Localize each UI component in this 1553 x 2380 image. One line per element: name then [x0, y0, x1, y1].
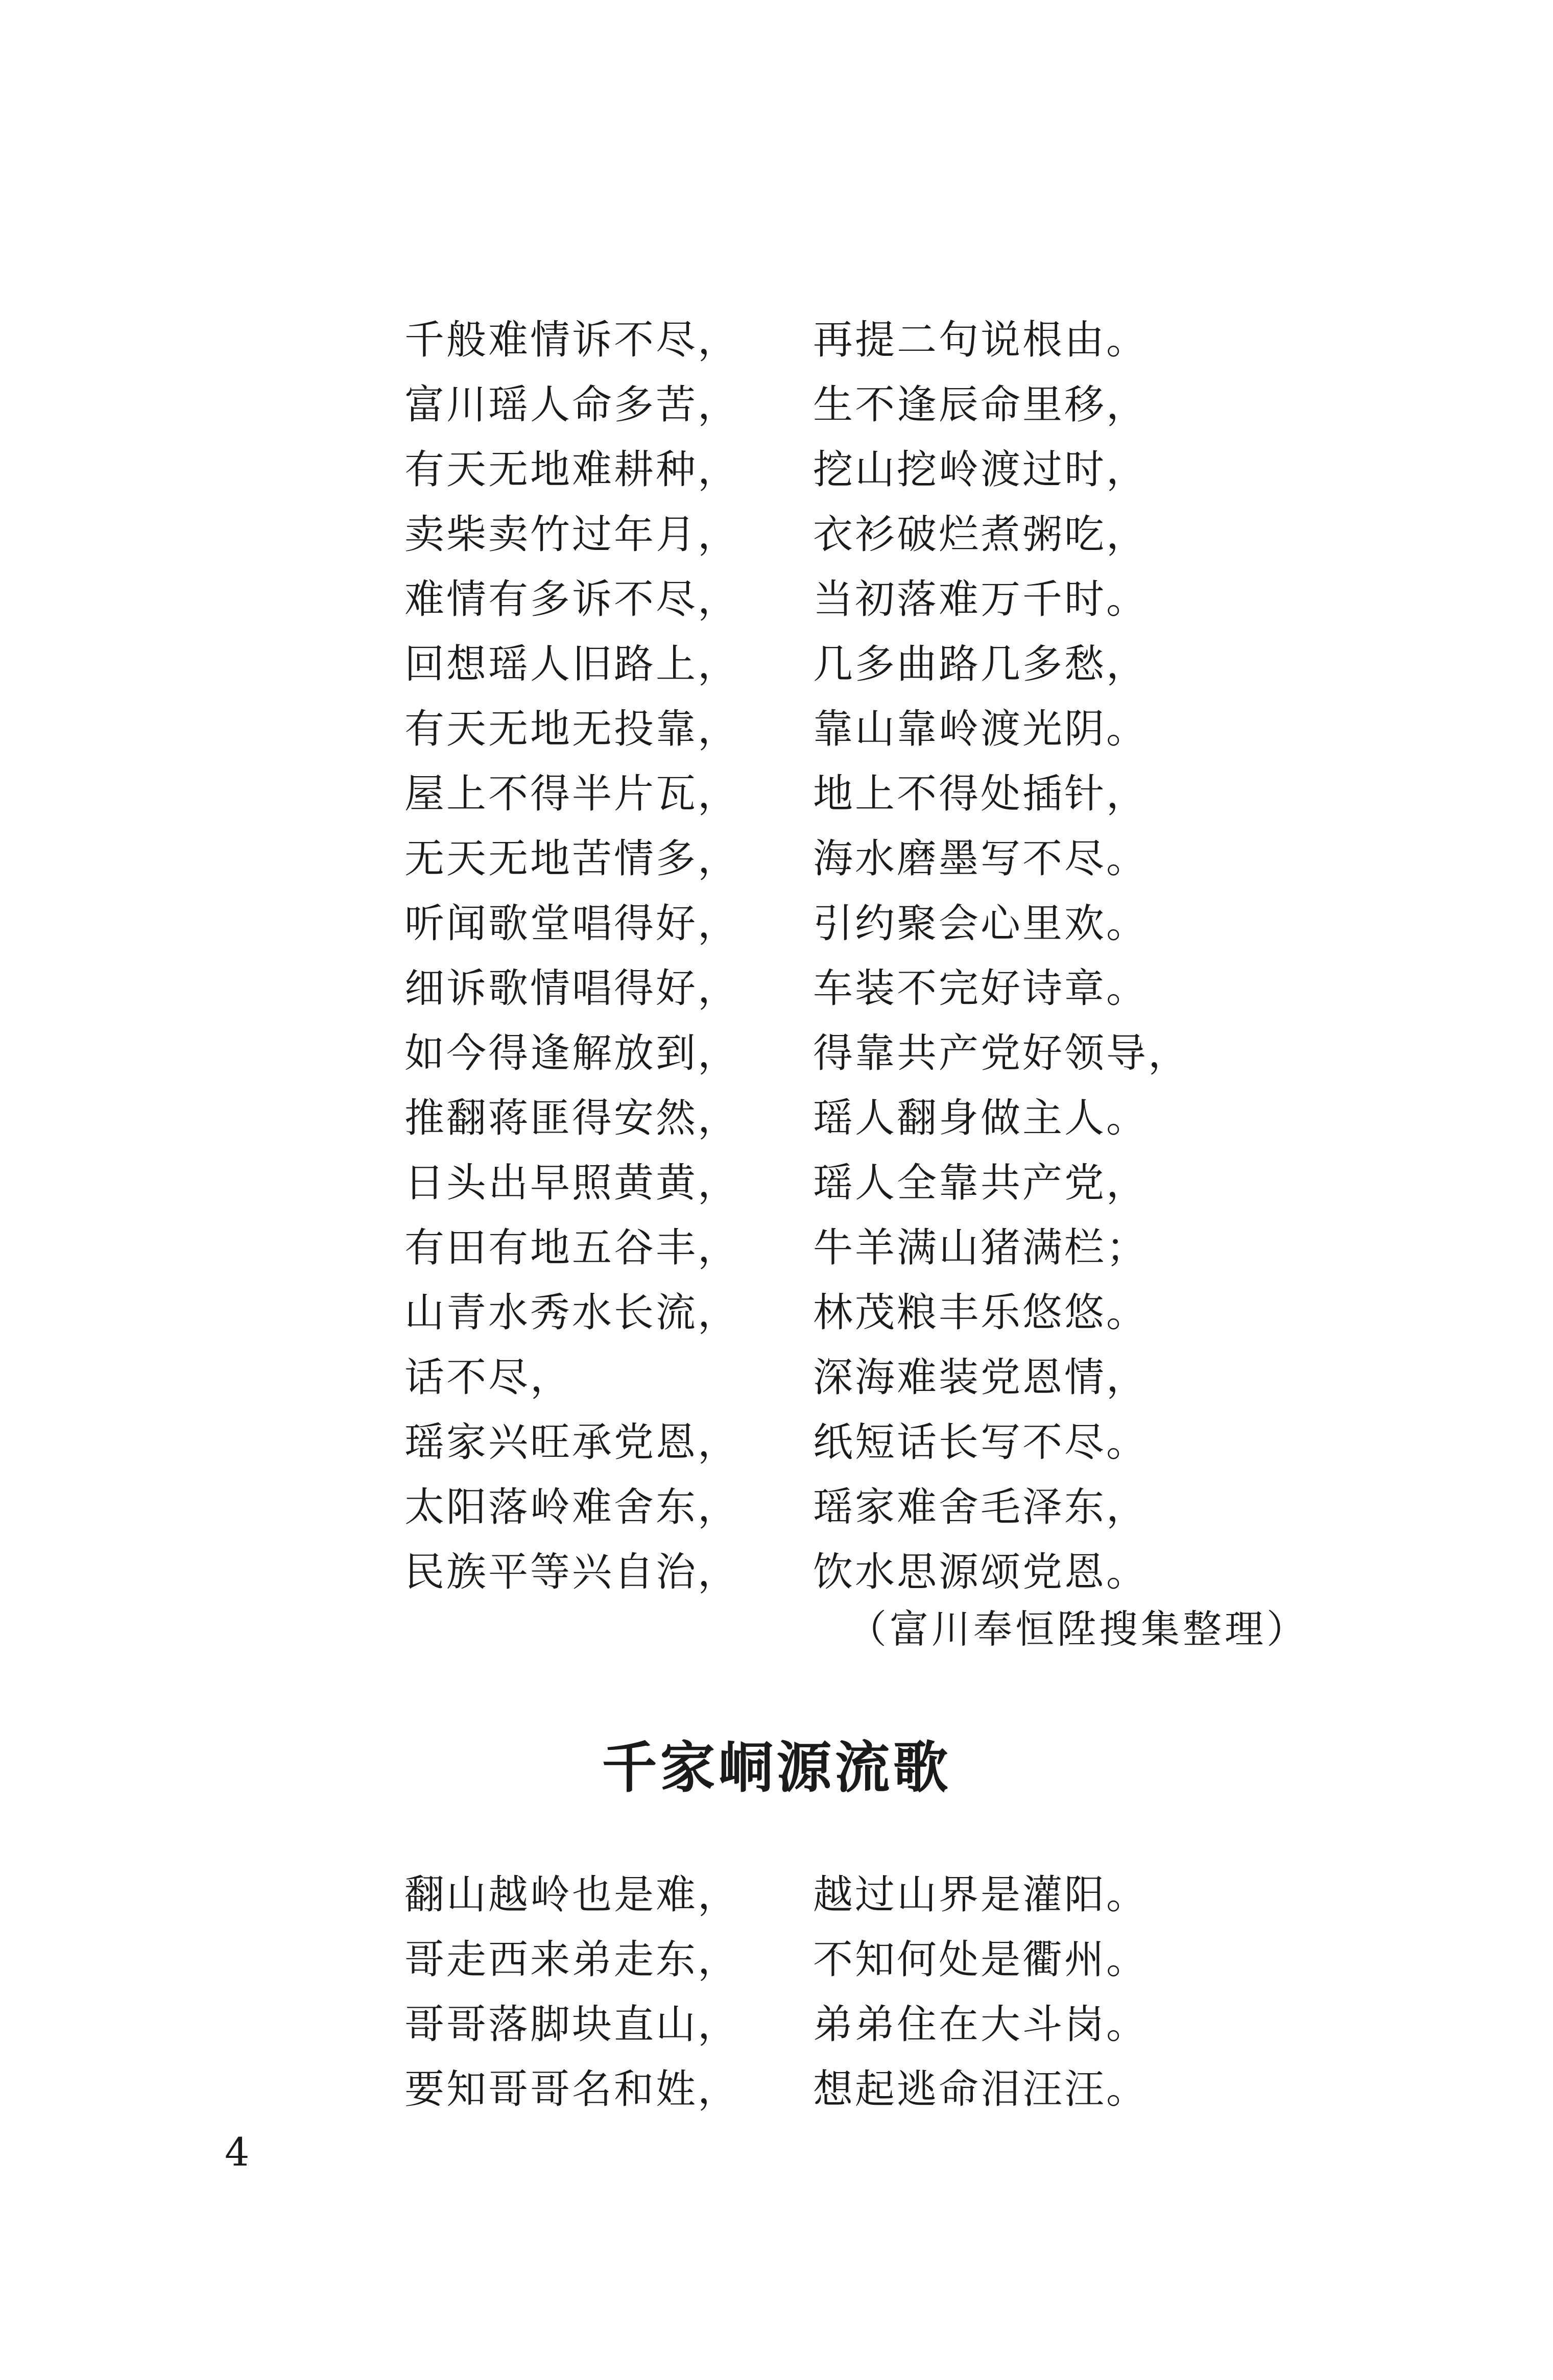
line-left: 太阳落岭难舍东， — [404, 1484, 740, 1530]
line-left: 如今得逢解放到， — [404, 1030, 740, 1076]
poem-line — [404, 628, 1324, 693]
poem-line — [404, 952, 1324, 1017]
line-right: 瑶家难舍毛泽东， — [813, 1484, 1149, 1530]
poem-top-section — [404, 304, 1324, 1601]
line-right: 饮水思源颂党恩。 — [813, 1549, 1149, 1595]
poem-line — [404, 1017, 1324, 1082]
poem-line — [404, 1341, 1324, 1406]
poem-line — [404, 1988, 1324, 2053]
line-left: 听闻歌堂唱得好， — [404, 900, 740, 947]
line-left: 日头出早照黄黄， — [404, 1160, 740, 1206]
line-left: 富川瑶人命多苦， — [404, 381, 740, 428]
line-right: 纸短话长写不尽。 — [813, 1419, 1149, 1465]
poem-line — [404, 758, 1324, 823]
line-right: 林茂粮丰乐悠悠。 — [813, 1289, 1149, 1336]
line-left: 哥哥落脚块直山， — [404, 2001, 740, 2048]
poem-line — [404, 369, 1324, 434]
line-left: 屋上不得半片瓦， — [404, 771, 740, 817]
line-left: 要知哥哥名和姓， — [404, 2066, 740, 2112]
line-right: 牛羊满山猪满栏； — [813, 1224, 1149, 1271]
poem-bottom-section — [404, 1859, 1324, 2118]
poem-line — [404, 1406, 1324, 1471]
line-left: 翻山越岭也是难， — [404, 1871, 740, 1918]
line-left: 有天无地无投靠， — [404, 706, 740, 752]
line-right: 衣衫破烂煮粥吃， — [813, 511, 1149, 558]
line-left: 山青水秀水长流， — [404, 1289, 740, 1336]
line-left: 推翻蒋匪得安然， — [404, 1095, 740, 1141]
song-title: 千家峒源流歌 — [602, 1736, 951, 1800]
line-right: 深海难装党恩情， — [813, 1354, 1149, 1401]
collector-credit: （富川奉恒陞搜集整理） — [848, 1606, 1308, 1652]
line-right: 引约聚会心里欢。 — [813, 900, 1149, 947]
poem-line — [404, 498, 1324, 563]
line-right: 再提二句说根由。 — [813, 317, 1149, 363]
line-right: 挖山挖岭渡过时， — [813, 446, 1149, 493]
line-left: 难情有多诉不尽， — [404, 576, 740, 622]
poem-line — [404, 1277, 1324, 1341]
page-number: 4 — [225, 2129, 250, 2175]
line-right: 当初落难万千时。 — [813, 576, 1149, 622]
line-left: 民族平等兴自治， — [404, 1549, 740, 1595]
poem-line — [404, 434, 1324, 498]
poem-line — [404, 1924, 1324, 1988]
line-right: 几多曲路几多愁， — [813, 641, 1149, 687]
poem-line — [404, 693, 1324, 758]
line-right: 瑶人翻身做主人。 — [813, 1095, 1149, 1141]
line-right: 生不逢辰命里移， — [813, 381, 1149, 428]
line-right: 海水磨墨写不尽。 — [813, 835, 1149, 882]
poem-line — [404, 1082, 1324, 1147]
poem-line — [404, 563, 1324, 628]
line-left: 有田有地五谷丰， — [404, 1224, 740, 1271]
poem-line — [404, 1471, 1324, 1536]
poem-line — [404, 1859, 1324, 1924]
line-right: 瑶人全靠共产党， — [813, 1160, 1149, 1206]
line-right: 弟弟住在大斗岗。 — [813, 2001, 1149, 2048]
line-left: 卖柴卖竹过年月， — [404, 511, 740, 558]
line-left: 无天无地苦情多， — [404, 835, 740, 882]
poem-line — [404, 823, 1324, 887]
line-left: 千般难情诉不尽， — [404, 317, 740, 363]
poem-line — [404, 2053, 1324, 2118]
poem-line — [404, 1536, 1324, 1601]
poem-line — [404, 1147, 1324, 1212]
line-right: 地上不得处插针， — [813, 771, 1149, 817]
line-left: 话不尽， — [404, 1354, 572, 1401]
line-left: 细诉歌情唱得好， — [404, 965, 740, 1012]
poem-line — [404, 1212, 1324, 1277]
line-right: 想起逃命泪汪汪。 — [813, 2066, 1149, 2112]
line-right: 车装不完好诗章。 — [813, 965, 1149, 1012]
poem-line — [404, 887, 1324, 952]
line-left: 瑶家兴旺承党恩， — [404, 1419, 740, 1465]
line-right: 越过山界是灌阳。 — [813, 1871, 1149, 1918]
line-left: 回想瑶人旧路上， — [404, 641, 740, 687]
line-right: 靠山靠岭渡光阴。 — [813, 706, 1149, 752]
line-right: 得靠共产党好领导， — [813, 1030, 1190, 1076]
line-left: 有天无地难耕种， — [404, 446, 740, 493]
line-left: 哥走西来弟走东， — [404, 1936, 740, 1983]
poem-line — [404, 304, 1324, 369]
line-right: 不知何处是衢州。 — [813, 1936, 1149, 1983]
